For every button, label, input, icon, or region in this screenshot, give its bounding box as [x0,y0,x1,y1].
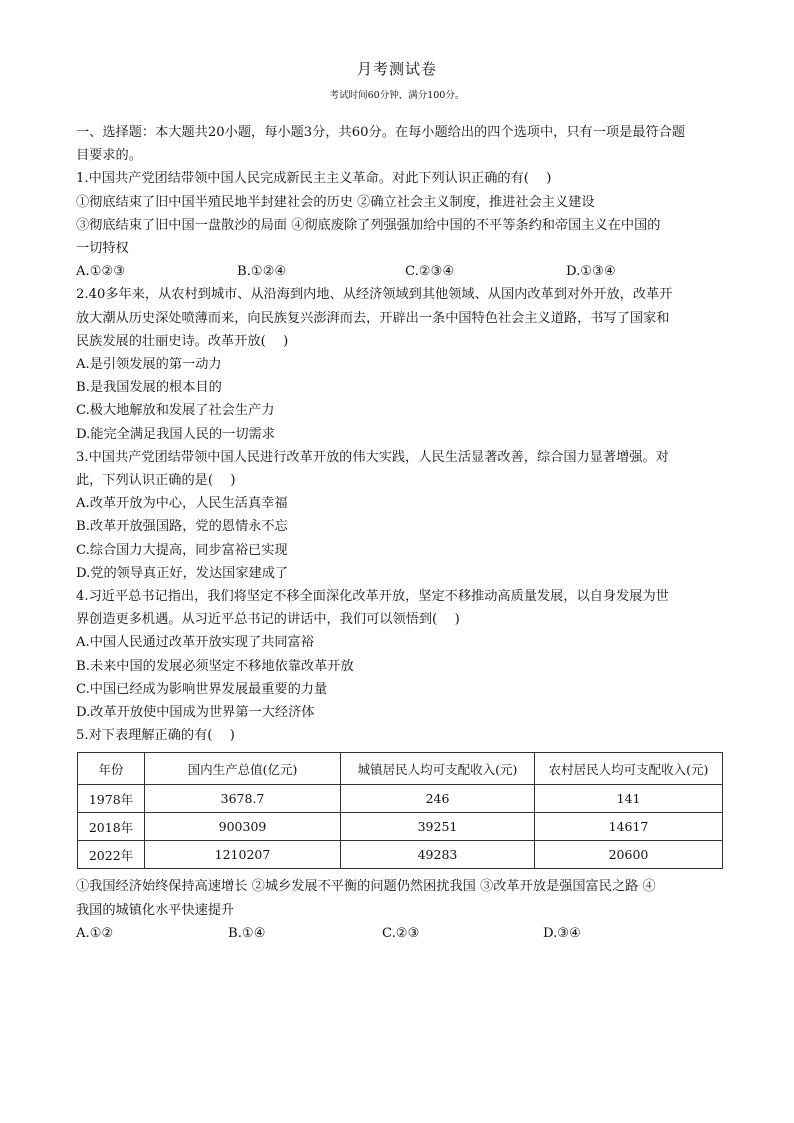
option-c[interactable]: C.②③ [382,925,420,941]
question-3-stem: 此，下列认识正确的是( ) [76,473,236,489]
table-cell: 49283 [341,841,535,869]
option-b[interactable]: B.是我国发展的根本目的 [76,380,222,396]
question-5-stem: 5.对下表理解正确的有( ) [76,728,235,744]
section-instructions: 一、选择题：本大题共20小题，每小题3分，共60分。在每小题给出的四个选项中，只有一项是最符合题 [76,125,686,140]
question-5-statements: ①我国经济始终保持高速增长 ②城乡发展不平衡的问题仍然困扰我国 ③改革开放是强国富民之路 ④ [76,879,656,895]
table-cell: 141 [535,785,723,813]
option-a[interactable]: A.①②③ [76,264,126,280]
table-cell: 246 [341,785,535,813]
exam-content [76,121,724,945]
question-1-statements: 一切特权 [76,241,129,257]
question-1-statements: ③彻底结束了旧中国一盘散沙的局面 ④彻底废除了列强强加给中国的不平等条约和帝国主义在中国的 [76,217,661,233]
table-row [78,785,723,813]
option-c[interactable]: C.极大地解放和发展了社会生产力 [76,403,275,419]
table-cell: 1978年 [78,785,145,813]
page-title: 月考测试卷 [356,60,437,78]
option-b[interactable]: B.①④ [228,925,266,941]
option-d[interactable]: D.党的领导真正好，发达国家建成了 [76,565,289,581]
question-1-statements: ①彻底结束了旧中国半殖民地半封建社会的历史 ②确立社会主义制度，推进社会主义建设 [76,194,595,210]
option-d[interactable]: D.①③④ [566,264,616,280]
option-a[interactable]: A.改革开放为中心，人民生活真幸福 [76,496,288,512]
option-b[interactable]: B.改革开放强国路，党的恩情永不忘 [76,519,288,535]
question-4-stem: 界创造更多机遇。从习近平总书记的讲话中，我们可以领悟到( ) [76,612,460,628]
question-2-stem: 放大潮从历史深处喷薄而来，向民族复兴澎湃而去，开辟出一条中国特色社会主义道路，书写了国家和 [76,310,670,326]
column-header: 国内生产总值(亿元) [145,753,341,785]
table-cell: 14617 [535,813,723,841]
question-4-stem: 4.习近平总书记指出，我们将坚定不移全面深化改革开放，坚定不移推动高质量发展，以自身发展为世 [76,589,669,605]
option-d[interactable]: D.③④ [543,925,581,941]
column-header: 城镇居民人均可支配收入(元) [341,753,535,785]
table-cell: 39251 [341,813,535,841]
table-row [78,841,723,869]
option-c[interactable]: C.中国已经成为影响世界发展最重要的力量 [76,681,328,697]
question-1-stem: 1.中国共产党团结带领中国人民完成新民主主义革命。对此下列认识正确的有( ) [76,171,552,187]
option-a[interactable]: A.①② [76,925,114,941]
table-cell: 1210207 [145,841,341,869]
table-cell: 2018年 [78,813,145,841]
option-a[interactable]: A.是引领发展的第一动力 [76,357,222,373]
table-header-row [78,753,723,785]
table-cell: 20600 [535,841,723,869]
question-5-options [76,922,724,945]
column-header: 年份 [78,753,145,785]
option-c[interactable]: C.综合国力大提高，同步富裕已实现 [76,542,288,558]
income-table [77,752,723,869]
table-cell: 3678.7 [145,785,341,813]
section-instructions-cont: 目要求的。 [76,148,142,164]
question-2-stem: 2.40多年来，从农村到城市、从沿海到内地、从经济领域到其他领域、从国内改革到对外开放，改革开 [76,287,673,303]
option-b[interactable]: B.①②④ [237,264,287,280]
option-a[interactable]: A.中国人民通过改革开放实现了共同富裕 [76,635,314,651]
option-d[interactable]: D.改革开放使中国成为世界第一大经济体 [76,705,315,721]
question-1-options [76,260,724,283]
option-c[interactable]: C.②③④ [405,264,455,280]
table-cell: 2022年 [78,841,145,869]
question-5-statements: 我国的城镇化水平快速提升 [76,902,235,918]
page-subtitle: 考试时间60分钟，满分100分。 [329,90,465,101]
question-2-stem: 民族发展的壮丽史诗。改革开放( ) [76,333,289,349]
question-3-stem: 3.中国共产党团结带领中国人民进行改革开放的伟大实践，人民生活显著改善，综合国力显著增强。对 [76,449,669,465]
option-b[interactable]: B.未来中国的发展必须坚定不移地依靠改革开放 [76,658,354,674]
option-d[interactable]: D.能完全满足我国人民的一切需求 [76,426,275,442]
table-cell: 900309 [145,813,341,841]
table-row [78,813,723,841]
column-header: 农村居民人均可支配收入(元) [535,753,723,785]
